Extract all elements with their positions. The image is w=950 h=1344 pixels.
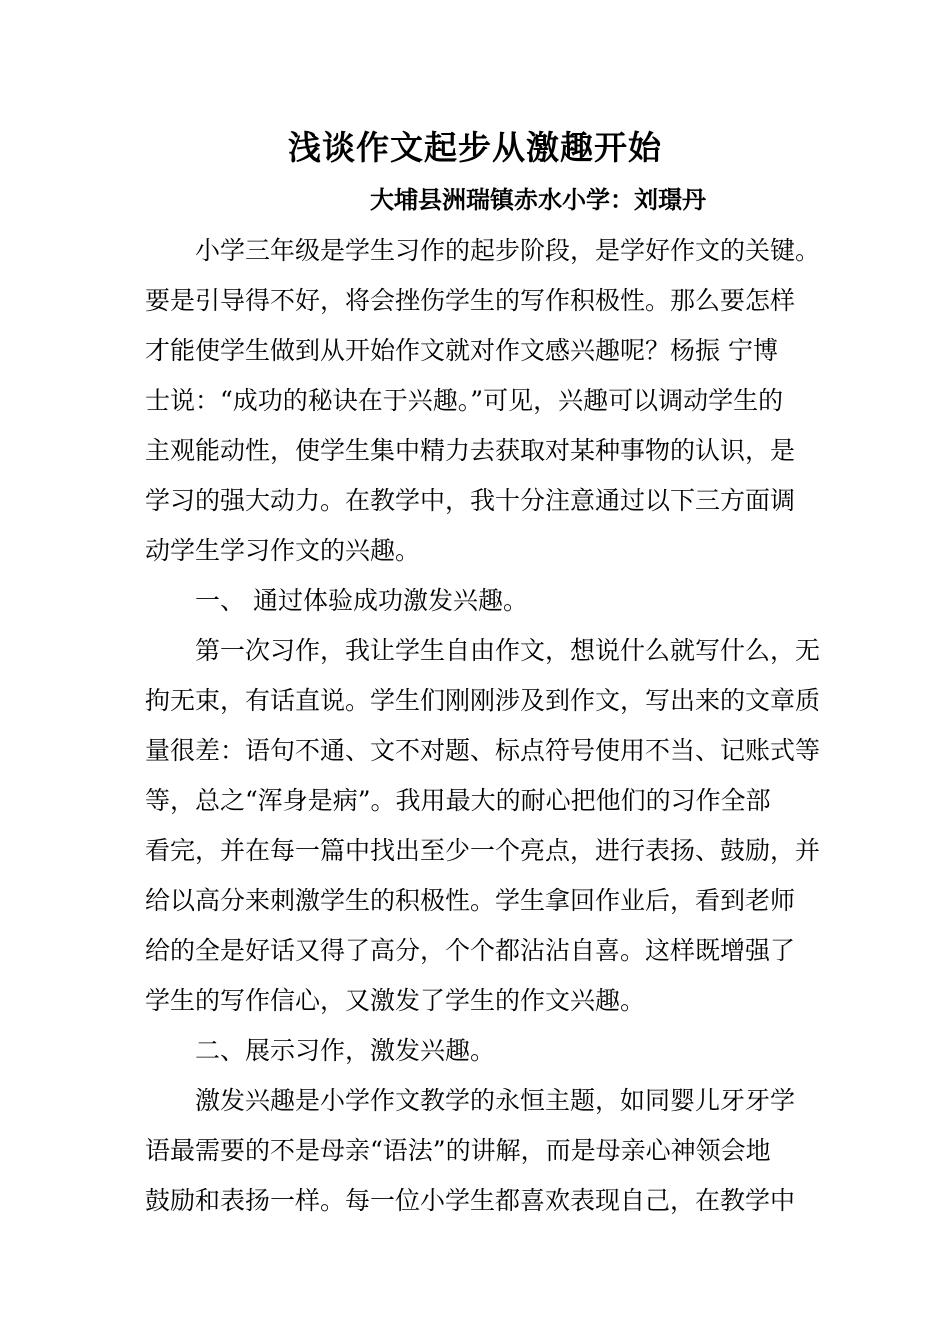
text-line: 要是引导得不好，将会挫伤学生的写作积极性。那么要怎样 xyxy=(145,286,796,315)
text-line: 士说：“成功的秘诀在于兴趣。”可见，兴趣可以调动学生的 xyxy=(145,386,784,415)
text-line: 看完，并在每一篇中找出至少一个亮点，进行表扬、鼓励，并 xyxy=(145,836,821,865)
text-line: 主观能动性，使学生集中精力去获取对某种事物的认识，是 xyxy=(145,436,796,465)
text-line: 学习的强大动力。在教学中，我十分注意通过以下三方面调 xyxy=(145,486,796,515)
text-line: 动学生学习作文的兴趣。 xyxy=(145,536,421,565)
text-line: 语最需要的不是母亲“语法”的讲解，而是母亲心神领会地 xyxy=(145,1136,771,1165)
text-line: 鼓励和表扬一样。每一位小学生都喜欢表现自己，在教学中 xyxy=(145,1186,796,1215)
text-line: 小学三年级是学生习作的起步阶段，是学好作文的关键。 xyxy=(195,236,821,265)
text-line: 量很差：语句不通、文不对题、标点符号使用不当、记账式等 xyxy=(145,736,821,765)
section-heading: 一、 通过体验成功激发兴趣。 xyxy=(195,586,528,615)
text-line: 第一次习作，我让学生自由作文，想说什么就写什么，无 xyxy=(195,636,821,665)
text-line: 等，总之“浑身是病”。我用最大的耐心把他们的习作全部 xyxy=(145,786,771,815)
text-line: 才能使学生做到从开始作文就对作文感兴趣呢？杨振 宁博 xyxy=(145,336,778,365)
text-line: 给的全是好话又得了高分，个个都沾沾自喜。这样既增强了 xyxy=(145,936,796,965)
text-line: 拘无束，有话直说。学生们刚刚涉及到作文，写出来的文章质 xyxy=(145,686,821,715)
author-line: 大埔县洲瑞镇赤水小学：刘璟丹 xyxy=(370,185,706,214)
page-title: 浅谈作文起步从激趣开始 xyxy=(288,128,662,167)
section-heading: 二、展示习作，激发兴趣。 xyxy=(195,1036,496,1065)
document-body xyxy=(145,226,821,1226)
text-line: 激发兴趣是小学作文教学的永恒主题，如同婴儿牙牙学 xyxy=(195,1086,796,1115)
text-line: 给以高分来刺激学生的积极性。学生拿回作业后，看到老师 xyxy=(145,886,796,915)
text-line: 学生的写作信心，又激发了学生的作文兴趣。 xyxy=(145,986,646,1015)
